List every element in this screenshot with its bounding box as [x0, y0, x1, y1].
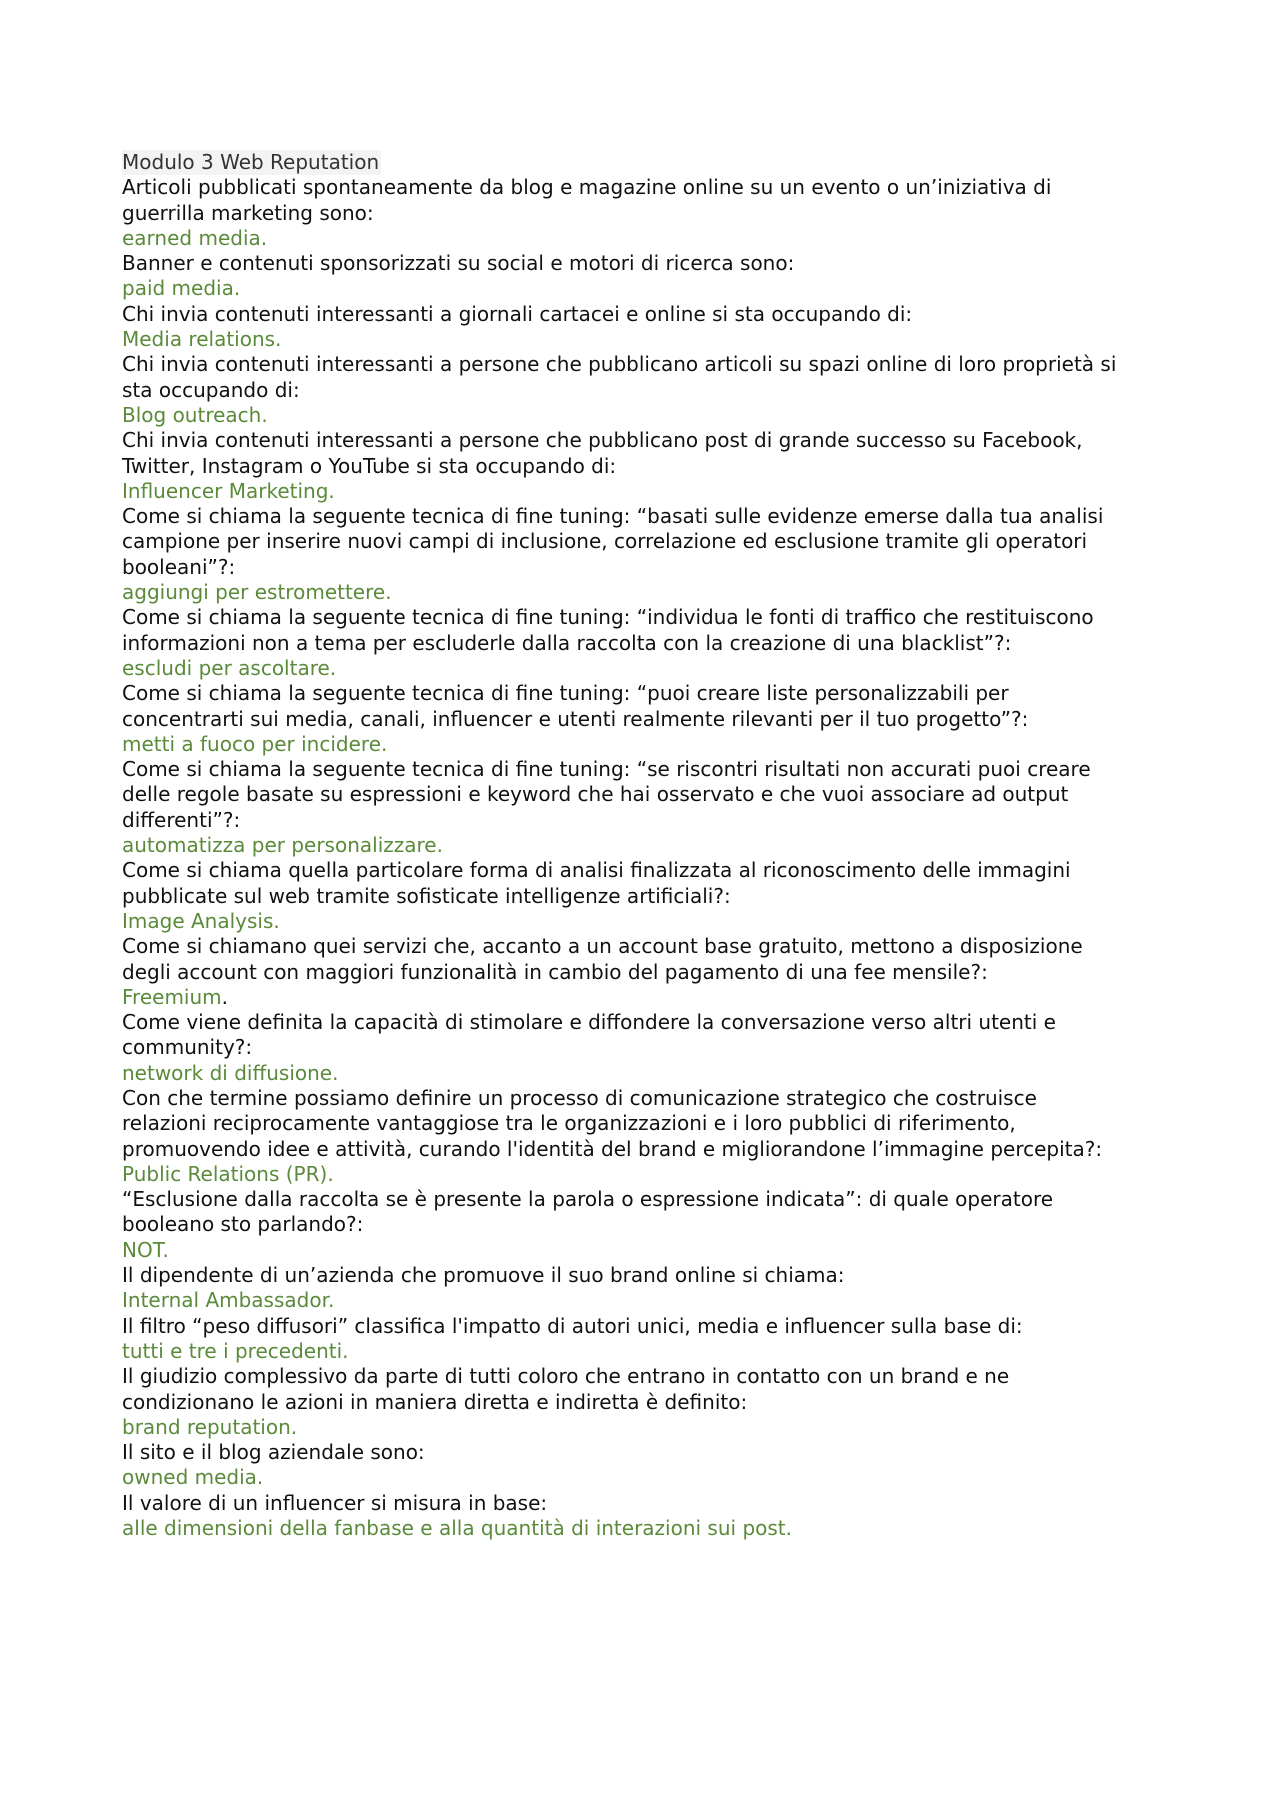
document-title: Modulo 3 Web Reputation: [122, 150, 380, 174]
question-text: Chi invia contenuti interessanti a persone che pubblicano post di grande successo su Facebook, Twitter, Instagram o YouTube si sta occupando di:: [122, 428, 1083, 478]
answer-main: metti a fuoco per incidere.: [122, 731, 388, 756]
answer-main: brand reputation.: [122, 1414, 298, 1439]
question-text: Banner e contenuti sponsorizzati su social e motori di ricerca sono:: [122, 251, 795, 276]
answer-text: [122, 833, 1122, 858]
question-text: Come viene definita la capacità di stimolare e diffondere la conversazione verso altri utenti e community?:: [122, 1010, 1056, 1060]
question-text: Come si chiama la seguente tecnica di fine tuning: “puoi creare liste personalizzabili per concentrarti sui media, canali, influencer e utenti realmente rilevanti per il tuo progetto”?:: [122, 681, 1029, 731]
answer-main: owned media.: [122, 1465, 264, 1490]
answer-main: Public Relations (PR).: [122, 1161, 334, 1186]
answer-text: [122, 1465, 1122, 1490]
answer-main: alle dimensioni della fanbase e alla quantità di interazioni sui post.: [122, 1516, 792, 1541]
question-text: Come si chiama la seguente tecnica di fine tuning: “basati sulle evidenze emerse dalla tua analisi campione per inserire nuovi campi di inclusione, correlazione ed esclusione tramite gli operatori booleani”?:: [122, 504, 1104, 579]
answer-text: [122, 656, 1122, 681]
question-text: Il valore di un influencer si misura in base:: [122, 1490, 548, 1515]
answer-text: [122, 1415, 1122, 1440]
question-text: Come si chiamano quei servizi che, accanto a un account base gratuito, mettono a disposizione degli account con maggiori funzionalità in cambio del pagamento di una fee mensile?:: [122, 934, 1083, 984]
question-text: Il dipendente di un’azienda che promuove il suo brand online si chiama:: [122, 1263, 845, 1288]
question-text: “Esclusione dalla raccolta se è presente la parola o espressione indicata”: di quale operatore booleano sto parlando?:: [122, 1187, 1054, 1237]
answer-text: [122, 327, 1122, 352]
answer-main: network di diffusione.: [122, 1060, 339, 1085]
answer-text: [122, 276, 1122, 301]
answer-text: [122, 479, 1122, 504]
answer-main: tutti e tre i precedenti.: [122, 1338, 349, 1363]
answer-main: NOT.: [122, 1237, 169, 1262]
question-text: Chi invia contenuti interessanti a giornali cartacei e online si sta occupando di:: [122, 301, 913, 326]
answer-text: [122, 732, 1122, 757]
answer-text: [122, 985, 1122, 1010]
answer-main: Freemium: [122, 984, 222, 1009]
answer-text: [122, 1339, 1122, 1364]
answer-main: Image Analysis.: [122, 908, 280, 933]
question-text: Il sito e il blog aziendale sono:: [122, 1440, 425, 1465]
answer-main: automatizza per personalizzare.: [122, 833, 443, 858]
answer-main: paid media.: [122, 276, 241, 301]
question-text: Con che termine possiamo definire un processo di comunicazione strategico che costruisce relazioni reciprocamente vantaggiose tra le organizzazioni e i loro pubblici di riferimento, promuovendo idee e attività, curando l'identità del brand e migliorandone l’immagine percepita?:: [122, 1085, 1103, 1161]
answer-main: Media relations.: [122, 327, 282, 352]
answer-tail: .: [221, 984, 228, 1009]
answer-main: Internal Ambassador.: [122, 1288, 335, 1313]
answer-text: [122, 909, 1122, 934]
question-text: Articoli pubblicati spontaneamente da blog e magazine online su un evento o un’iniziativa di guerrilla marketing sono:: [122, 175, 1052, 225]
question-text: Chi invia contenuti interessanti a persone che pubblicano articoli su spazi online di loro proprietà si sta occupando di:: [122, 352, 1117, 402]
answer-text: [122, 403, 1122, 428]
answer-text: [122, 1238, 1122, 1263]
question-text: Il filtro “peso diffusori” classifica l'impatto di autori unici, media e influencer sulla base di:: [122, 1313, 1023, 1338]
answer-main: earned media.: [122, 225, 268, 250]
answer-text: [122, 1516, 1122, 1541]
qa-list: [122, 175, 1122, 1541]
document-body: [122, 150, 1122, 1541]
answer-main: escludi per ascoltare.: [122, 655, 337, 680]
answer-main: Blog outreach.: [122, 402, 268, 427]
answer-text: [122, 580, 1122, 605]
question-text: Come si chiama la seguente tecnica di fine tuning: “se riscontri risultati non accurati puoi creare delle regole basate su espressioni e keyword che hai osservato e che vuoi associare ad output differenti”?:: [122, 757, 1091, 832]
question-text: Come si chiama la seguente tecnica di fine tuning: “individua le fonti di traffico che restituiscono informazioni non a tema per escluderle dalla raccolta con la creazione di una blacklist”?:: [122, 605, 1094, 655]
answer-main: aggiungi per estromettere.: [122, 580, 392, 605]
question-text: Il giudizio complessivo da parte di tutti coloro che entrano in contatto con un brand e ne condizionano le azioni in maniera diretta e indiretta è definito:: [122, 1364, 1010, 1414]
answer-text: [122, 1288, 1122, 1313]
answer-text: [122, 1162, 1122, 1187]
answer-text: [122, 1061, 1122, 1086]
answer-main: Influencer Marketing.: [122, 478, 335, 503]
answer-text: [122, 226, 1122, 251]
question-text: Come si chiama quella particolare forma di analisi finalizzata al riconoscimento delle immagini pubblicate sul web tramite sofisticate intelligenze artificiali?:: [122, 858, 1071, 908]
